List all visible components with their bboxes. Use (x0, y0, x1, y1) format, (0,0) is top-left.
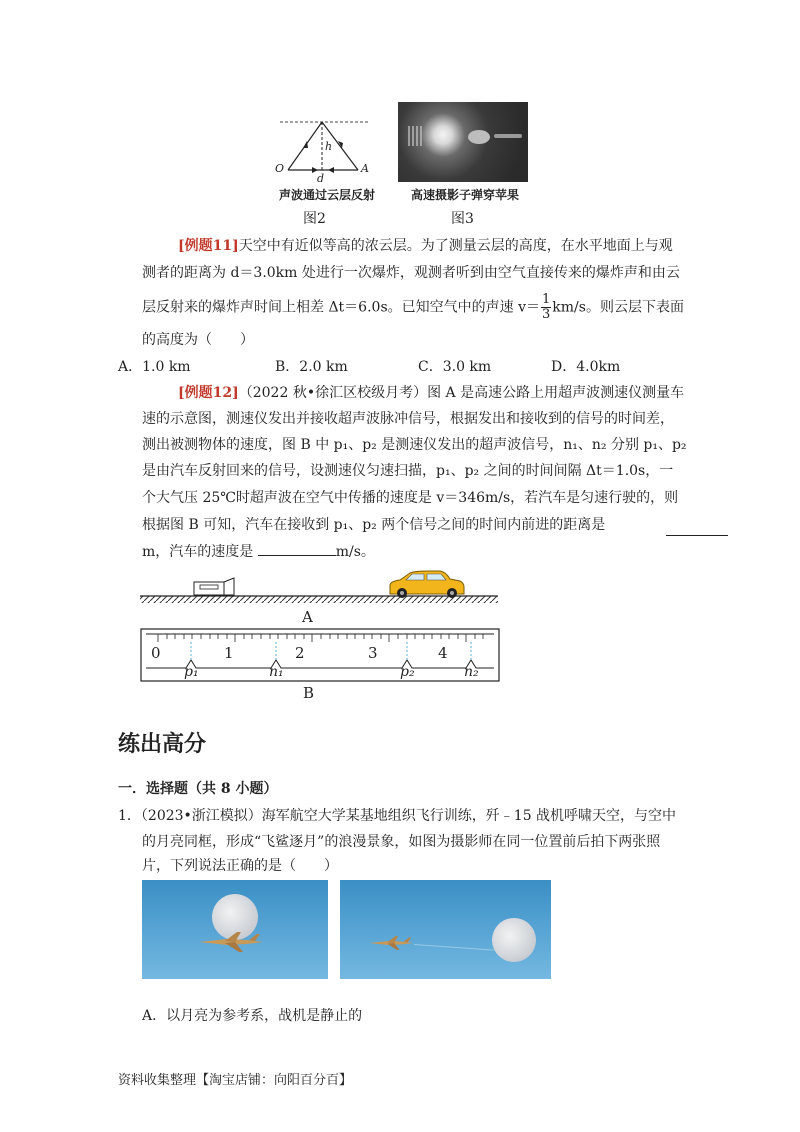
question-1-photo-1 (142, 880, 328, 979)
fraction-denominator: 3 (542, 307, 551, 322)
question-1-line-3: 片，下列说法正确的是（ ） (142, 858, 338, 874)
example-11-line-3 (142, 293, 684, 322)
figure-2-label-a: A (361, 162, 369, 175)
question-1-line-2: 的月亮同框，形成“飞鲨逐月”的浪漫景象，如图为摄影师在同一位置前后拍下两张照 (142, 834, 661, 850)
example-12-line-4: 是由汽车反射回来的信号，设测速仪匀速扫描，p₁、p₂ 之间的时间间隔 Δt＝1.0s，一 (142, 463, 674, 479)
example-11-option-a: A．1.0 km (118, 359, 191, 375)
example-11-option-d: D．4.0km (551, 359, 621, 375)
speed-answer-blank[interactable] (258, 541, 336, 556)
page-footer: 资料收集整理【淘宝店铺：向阳百分百】 (118, 1073, 353, 1088)
example-12-text-6: 根据图 B 可知，汽车在接收到 p₁、p₂ 两个信号之间的时间内前进的距离是 (142, 517, 606, 533)
example-11-line-4: 的高度为（ ） (142, 332, 254, 348)
example-11-option-c: C．3.0 km (418, 359, 492, 375)
question-1-line-1: 1．（2023•浙江模拟）海军航空大学某基地组织飞行训练，歼﹣15 战机呼啸天空，与空中 (118, 808, 677, 824)
figure-b-tick-1: 1 (224, 644, 234, 662)
example-11-line-2: 测者的距离为 d＝3.0km 处进行一次爆炸，观测者听到由空气直接传来的爆炸声和由云 (142, 265, 680, 281)
fighter-jet-icon (368, 934, 416, 952)
figure-b-signal-n2: n₂ (464, 664, 479, 680)
question-1-photo-2 (340, 880, 551, 979)
fighter-jet-icon (197, 930, 267, 954)
figure-3-photo (398, 102, 528, 182)
figure-a-road-diagram (138, 565, 502, 610)
example-11-text-3a: 层反射来的爆炸声时间上相差 Δt＝6.0s。已知空气中的声速 v＝ (142, 299, 540, 316)
figure-b-tick-2: 2 (295, 644, 305, 662)
speed-fraction (541, 293, 551, 322)
fraction-numerator: 1 (542, 292, 551, 307)
figure-b-signal-p1: p₁ (184, 664, 199, 680)
figure-b-tick-3: 3 (368, 644, 378, 662)
figure-b-label: B (303, 684, 315, 702)
question-1-option-a: A．以月亮为参考系，战机是静止的 (142, 1008, 363, 1024)
example-11-tag: [例题11] (178, 238, 239, 254)
figure-2-number: 图2 (303, 211, 326, 227)
figure-a-label: A (302, 608, 313, 626)
example-12-text-7b: m/s。 (335, 544, 375, 560)
figure-2-label-o: O (275, 162, 285, 175)
example-12-text-7a: m，汽车的速度是 (142, 544, 254, 560)
figure-b-tick-0: 0 (151, 644, 161, 662)
example-12-line-6 (142, 515, 605, 535)
example-11-text-1: 天空中有近似等高的浓云层。为了测量云层的高度，在水平地面上与观 (238, 238, 673, 254)
example-11-text-3b: km/s。则云层下表面 (552, 299, 684, 316)
section-subtitle: 一．选择题（共 8 小题） (118, 781, 278, 797)
figure-b-tick-4: 4 (438, 644, 448, 662)
example-12-text-1: （2022 秋•徐汇区校级月考）图 A 是高速公路上用超声波测速仪测量车 (238, 385, 685, 401)
section-title: 练出高分 (118, 732, 207, 757)
figure-3-number: 图3 (451, 211, 474, 227)
figure-2-caption: 声波通过云层反射 (279, 188, 376, 202)
figure-b-signal-n1: n₁ (269, 664, 284, 680)
example-12-line-2: 速的示意图，测速仪发出并接收超声波脉冲信号，根据发出和接收到的信号的时间差， (142, 411, 674, 427)
example-11-option-b: B．2.0 km (275, 359, 348, 375)
figure-b-signal-p2: p₂ (400, 664, 415, 680)
example-11-line-1 (178, 236, 673, 256)
figure-2-label-d: d (317, 172, 325, 185)
figure-2-label-h: h (325, 140, 333, 153)
figure-3-caption: 高速摄影子弹穿苹果 (411, 188, 520, 202)
example-12-line-1 (178, 383, 684, 403)
distance-answer-blank[interactable] (666, 521, 728, 536)
example-12-line-5: 个大气压 25℃时超声波在空气中传播的速度是 v＝346m/s，若汽车是匀速行驶的，则 (142, 490, 679, 506)
example-12-line-3: 测出被测物体的速度，图 B 中 p₁、p₂ 是测速仪发出的超声波信号，n₁、n₂ 分别 p₁、p₂ (142, 437, 687, 453)
example-12-tag: [例题12] (178, 385, 239, 401)
example-12-line-7 (142, 541, 375, 562)
